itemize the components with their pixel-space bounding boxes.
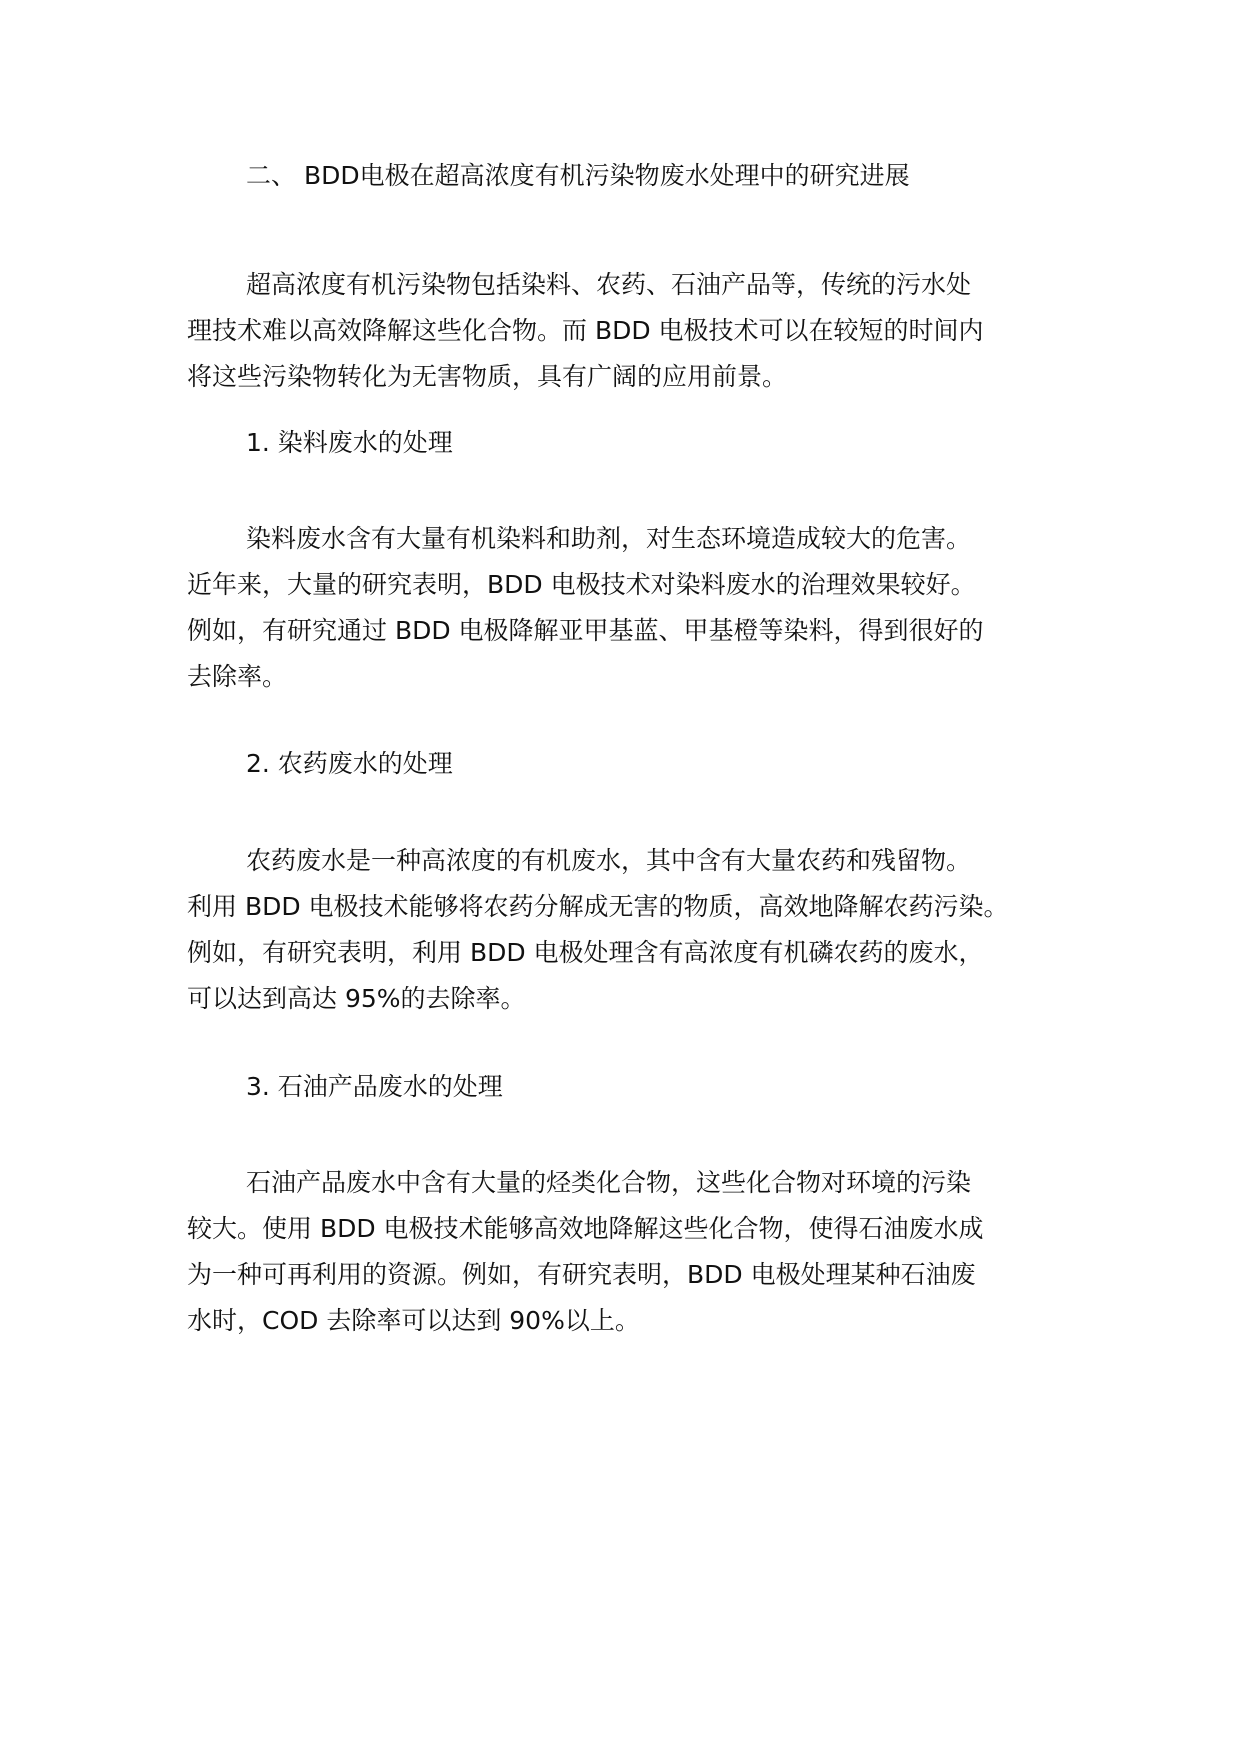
paragraph-line: 较大。使用 BDD 电极技术能够高效地降解这些化合物，使得石油废水成 <box>187 1214 984 1243</box>
paragraph-line: 农药废水是一种高浓度的有机废水，其中含有大量农药和残留物。 <box>246 846 972 875</box>
paragraph-line: 利用 BDD 电极技术能够将农药分解成无害的物质，高效地降解农药污染。 <box>187 892 1009 921</box>
subsection-heading-dye: 1. 染料废水的处理 <box>246 428 453 457</box>
pesticide-paragraph <box>187 838 1067 1022</box>
petroleum-paragraph <box>187 1160 1067 1344</box>
paragraph-line: 例如，有研究表明，利用 BDD 电极处理含有高浓度有机磷农药的废水， <box>187 938 984 967</box>
dye-paragraph <box>187 516 1067 700</box>
paragraph-line: 可以达到高达 95%的去除率。 <box>187 984 526 1013</box>
paragraph-line: 例如，有研究通过 BDD 电极降解亚甲基蓝、甲基橙等染料，得到很好的 <box>187 616 984 645</box>
subsection-heading-petroleum: 3. 石油产品废水的处理 <box>246 1072 503 1101</box>
section-heading: 二、 BDD电极在超高浓度有机污染物废水处理中的研究进展 <box>246 161 910 190</box>
paragraph-line: 为一种可再利用的资源。例如，有研究表明，BDD 电极处理某种石油废 <box>187 1260 976 1289</box>
paragraph-line: 将这些污染物转化为无害物质，具有广阔的应用前景。 <box>187 362 788 391</box>
paragraph-line: 石油产品废水中含有大量的烃类化合物，这些化合物对环境的污染 <box>246 1168 972 1197</box>
paragraph-line: 染料废水含有大量有机染料和助剂，对生态环境造成较大的危害。 <box>246 524 972 553</box>
paragraph-line: 去除率。 <box>187 662 288 691</box>
paragraph-line: 超高浓度有机污染物包括染料、农药、石油产品等，传统的污水处 <box>246 270 972 299</box>
intro-paragraph <box>187 262 1067 400</box>
subsection-heading-pesticide: 2. 农药废水的处理 <box>246 749 453 778</box>
paragraph-line: 近年来，大量的研究表明，BDD 电极技术对染料废水的治理效果较好。 <box>187 570 976 599</box>
paragraph-line: 理技术难以高效降解这些化合物。而 BDD 电极技术可以在较短的时间内 <box>187 316 984 345</box>
paragraph-line: 水时，COD 去除率可以达到 90%以上。 <box>187 1306 640 1335</box>
